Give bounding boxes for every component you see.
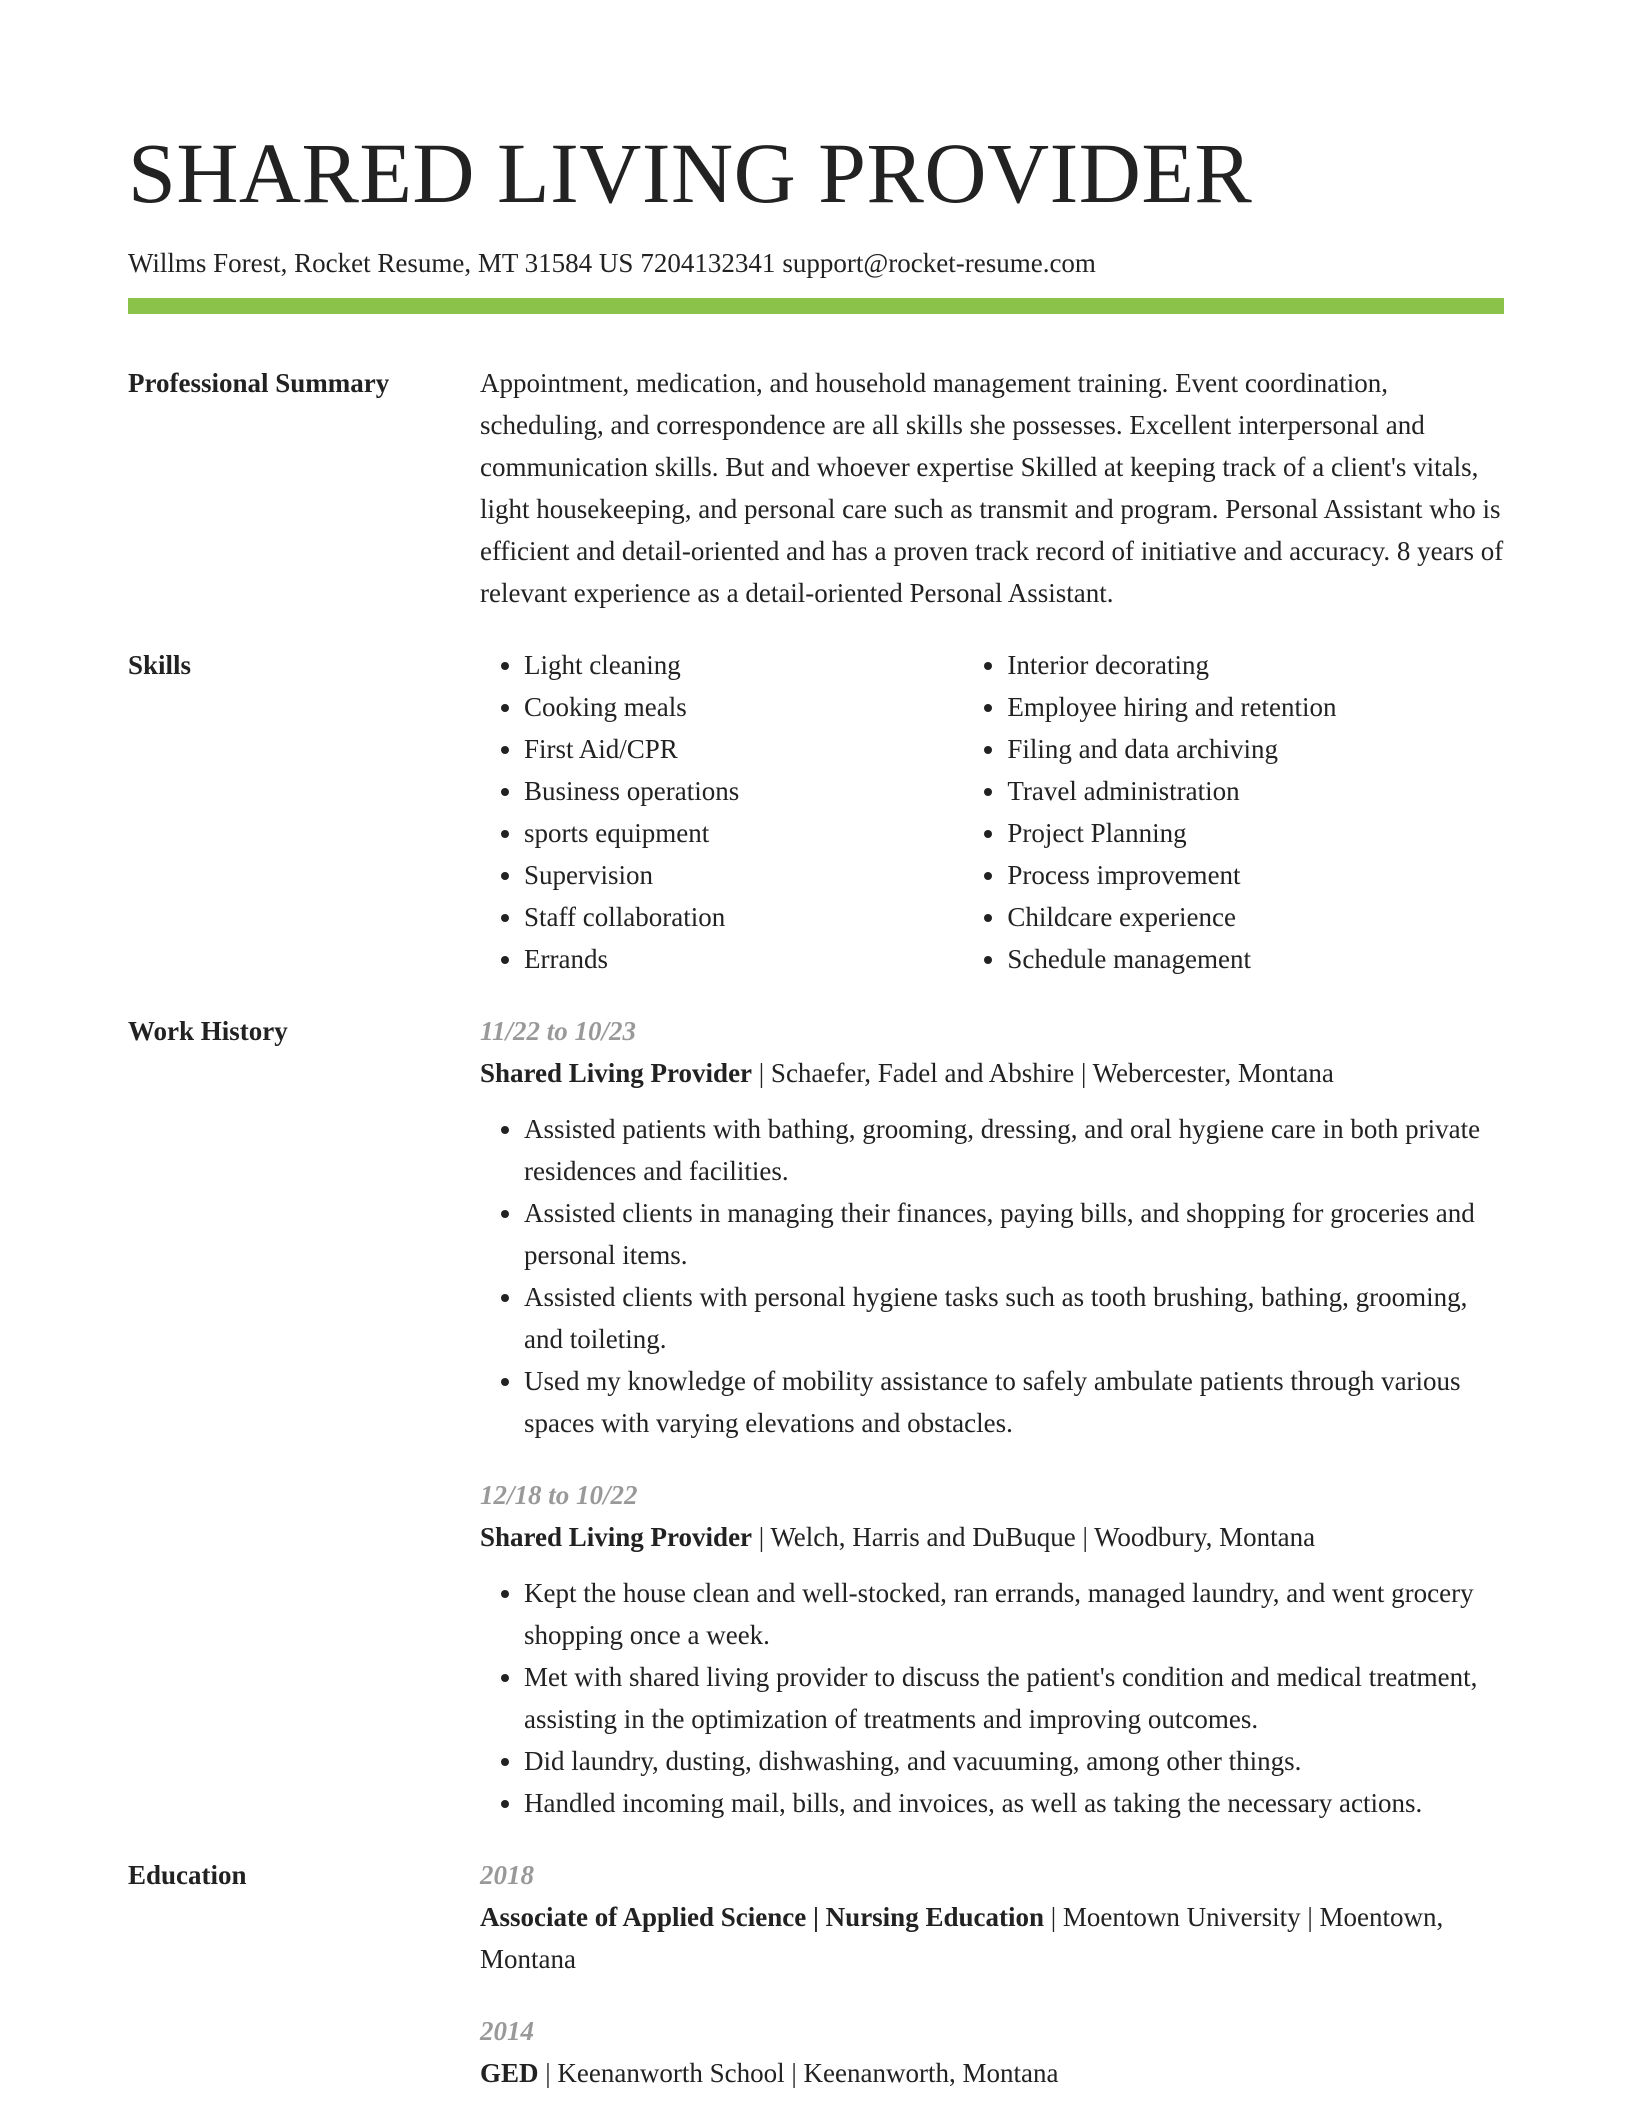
summary-body <box>480 362 1504 614</box>
contact-line <box>128 246 1504 280</box>
job-bullets <box>480 1572 1504 1824</box>
education-section <box>128 1854 1504 2094</box>
education-date: 2018 <box>480 1860 534 1890</box>
contact-phone: 7204132341 <box>640 248 776 278</box>
job-entry <box>480 1010 1504 1444</box>
job-title-line <box>480 1516 1504 1558</box>
skill-item: • Staff collaboration <box>524 896 963 938</box>
job-bullet: • Kept the house clean and well-stocked, ran errands, managed laundry, and went grocery shopping once a week. <box>524 1572 1504 1656</box>
skill-item: • Childcare experience <box>1007 896 1504 938</box>
education-school-location: | Moentown University | Moentown, Montana <box>480 1902 1444 1974</box>
skill-item: • Errands <box>524 938 963 980</box>
skill-item: • sports equipment <box>524 812 963 854</box>
skill-item: • Light cleaning <box>524 644 963 686</box>
contact-address: Willms Forest, Rocket Resume, MT 31584 US <box>128 248 634 278</box>
skill-item: • Cooking meals <box>524 686 963 728</box>
skills-heading: Skills <box>128 650 192 680</box>
job-bullets <box>480 1108 1504 1444</box>
job-bullet: • Did laundry, dusting, dishwashing, and vacuuming, among other things. <box>524 1740 1504 1782</box>
skill-item: • First Aid/CPR <box>524 728 963 770</box>
job-entry <box>480 1474 1504 1824</box>
work-history-section <box>128 1010 1504 1824</box>
skill-item: • Process improvement <box>1007 854 1504 896</box>
summary-section <box>128 362 1504 614</box>
job-employer-location: | Schaefer, Fadel and Abshire | Webercester, Montana <box>752 1058 1334 1088</box>
summary-text: Appointment, medication, and household management training. Event coordination, scheduling, and correspondence are all skills she possesses. Excellent interpersonal and communication skills. But and whoever expertise Skilled at keeping track of a client's vitals, light housekeeping, and personal care such as transmit and program. Personal Assistant who is efficient and detail-oriented and has a proven track record of initiative and accuracy. 8 years of relevant experience as a detail-oriented Personal Assistant. <box>480 368 1504 608</box>
contact-email: support@rocket-resume.com <box>782 248 1096 278</box>
work-history-body <box>480 1010 1504 1824</box>
skill-item: • Filing and data archiving <box>1007 728 1504 770</box>
resume-page <box>128 0 1504 2094</box>
education-degree: Associate of Applied Science | Nursing Education <box>480 1902 1044 1932</box>
work-history-heading: Work History <box>128 1016 288 1046</box>
education-title-line <box>480 1896 1504 1980</box>
summary-heading: Professional Summary <box>128 368 390 398</box>
job-title: Shared Living Provider <box>480 1522 753 1552</box>
resume-name: SHARED LIVING PROVIDER <box>128 125 1253 221</box>
job-date: 11/22 to 10/23 <box>480 1016 637 1046</box>
job-bullet: • Assisted patients with bathing, grooming, dressing, and oral hygiene care in both private residences and facilities. <box>524 1108 1504 1192</box>
job-bullet: • Handled incoming mail, bills, and invoices, as well as taking the necessary actions. <box>524 1782 1504 1824</box>
skills-section <box>128 644 1504 980</box>
skills-grid <box>480 644 1504 980</box>
education-entry <box>480 2010 1504 2094</box>
skill-item: • Schedule management <box>1007 938 1504 980</box>
job-bullet: • Assisted clients with personal hygiene tasks such as tooth brushing, bathing, grooming, and toileting. <box>524 1276 1504 1360</box>
accent-divider <box>128 298 1504 314</box>
skill-item: • Travel administration <box>1007 770 1504 812</box>
skill-item: • Business operations <box>524 770 963 812</box>
skills-column-2 <box>963 644 1504 980</box>
job-title: Shared Living Provider <box>480 1058 753 1088</box>
education-degree: GED <box>480 2058 539 2088</box>
job-title-line <box>480 1052 1504 1094</box>
job-employer-location: | Welch, Harris and DuBuque | Woodbury, Montana <box>752 1522 1316 1552</box>
skill-item: • Supervision <box>524 854 963 896</box>
education-school-location: | Keenanworth School | Keenanworth, Montana <box>538 2058 1059 2088</box>
job-bullet: • Used my knowledge of mobility assistance to safely ambulate patients through various spaces with varying elevations and obstacles. <box>524 1360 1504 1444</box>
education-heading: Education <box>128 1860 247 1890</box>
education-title-line <box>480 2052 1504 2094</box>
skill-item: • Project Planning <box>1007 812 1504 854</box>
skill-item: • Employee hiring and retention <box>1007 686 1504 728</box>
skills-column-1 <box>480 644 963 980</box>
job-date: 12/18 to 10/22 <box>480 1480 638 1510</box>
job-bullet: • Assisted clients in managing their finances, paying bills, and shopping for groceries and personal items. <box>524 1192 1504 1276</box>
education-entry <box>480 1854 1504 1980</box>
education-date: 2014 <box>480 2016 534 2046</box>
skills-body <box>480 644 1504 980</box>
job-bullet: • Met with shared living provider to discuss the patient's condition and medical treatment, assisting in the optimization of treatments and improving outcomes. <box>524 1656 1504 1740</box>
education-body <box>480 1854 1504 2094</box>
skill-item: • Interior decorating <box>1007 644 1504 686</box>
